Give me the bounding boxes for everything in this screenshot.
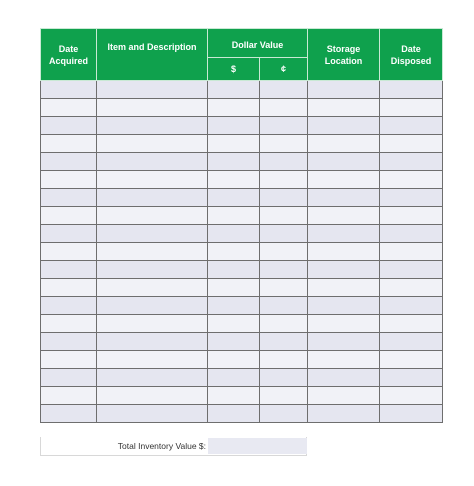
cell-storage-location[interactable] [308,387,380,405]
cell-date-acquired[interactable] [41,117,97,135]
cell-date-acquired[interactable] [41,153,97,171]
cell-dollars[interactable] [208,171,260,189]
cell-cents[interactable] [260,405,308,423]
header-cents: ¢ [260,58,308,81]
cell-dollars[interactable] [208,117,260,135]
header-dollar-value: Dollar Value [208,29,308,58]
cell-dollars[interactable] [208,315,260,333]
cell-item-description[interactable] [97,351,208,369]
cell-cents[interactable] [260,153,308,171]
header-date-disposed: Date Disposed [380,29,443,81]
cell-storage-location[interactable] [308,261,380,279]
cell-storage-location[interactable] [308,369,380,387]
cell-date-acquired[interactable] [41,261,97,279]
cell-storage-location[interactable] [308,279,380,297]
cell-date-acquired[interactable] [41,405,97,423]
cell-cents[interactable] [260,189,308,207]
table-row [41,243,443,261]
cell-cents[interactable] [260,387,308,405]
cell-dollars[interactable] [208,225,260,243]
table-row [41,117,443,135]
table-row [41,297,443,315]
table-row [41,369,443,387]
cell-date-disposed[interactable] [380,81,443,99]
table-header [41,29,443,81]
cell-date-acquired[interactable] [41,351,97,369]
cell-date-disposed[interactable] [380,243,443,261]
cell-date-disposed[interactable] [380,171,443,189]
cell-date-disposed[interactable] [380,279,443,297]
table-row [41,333,443,351]
header-storage-location: Storage Location [308,29,380,81]
cell-cents[interactable] [260,135,308,153]
cell-storage-location[interactable] [308,243,380,261]
cell-cents[interactable] [260,81,308,99]
cell-date-disposed[interactable] [380,261,443,279]
cell-date-acquired[interactable] [41,171,97,189]
table-row [41,351,443,369]
cell-storage-location[interactable] [308,207,380,225]
cell-item-description[interactable] [97,297,208,315]
cell-date-acquired[interactable] [41,369,97,387]
cell-dollars[interactable] [208,405,260,423]
cell-date-acquired[interactable] [41,279,97,297]
cell-date-disposed[interactable] [380,225,443,243]
table-row [41,225,443,243]
cell-cents[interactable] [260,297,308,315]
total-inventory-label: Total Inventory Value $: [117,441,206,451]
cell-date-acquired[interactable] [41,135,97,153]
cell-storage-location[interactable] [308,135,380,153]
cell-date-acquired[interactable] [41,243,97,261]
cell-item-description[interactable] [97,81,208,99]
cell-item-description[interactable] [97,243,208,261]
cell-cents[interactable] [260,369,308,387]
header-dollars: $ [208,58,260,81]
cell-date-disposed[interactable] [380,369,443,387]
cell-date-disposed[interactable] [380,315,443,333]
table-body [41,81,443,423]
cell-storage-location[interactable] [308,117,380,135]
cell-storage-location[interactable] [308,333,380,351]
cell-item-description[interactable] [97,387,208,405]
cell-cents[interactable] [260,333,308,351]
cell-date-disposed[interactable] [380,297,443,315]
table-row [41,279,443,297]
cell-item-description[interactable] [97,279,208,297]
cell-storage-location[interactable] [308,351,380,369]
cell-dollars[interactable] [208,189,260,207]
cell-storage-location[interactable] [308,189,380,207]
cell-dollars[interactable] [208,243,260,261]
cell-item-description[interactable] [97,261,208,279]
cell-cents[interactable] [260,117,308,135]
cell-dollars[interactable] [208,387,260,405]
cell-storage-location[interactable] [308,405,380,423]
cell-item-description[interactable] [97,153,208,171]
cell-cents[interactable] [260,279,308,297]
table-row [41,81,443,99]
cell-cents[interactable] [260,225,308,243]
table-row [41,189,443,207]
cell-item-description[interactable] [97,225,208,243]
cell-date-acquired[interactable] [41,189,97,207]
cell-date-disposed[interactable] [380,351,443,369]
inventory-table [40,28,443,423]
cell-storage-location[interactable] [308,315,380,333]
cell-dollars[interactable] [208,153,260,171]
cell-item-description[interactable] [97,315,208,333]
cell-dollars[interactable] [208,333,260,351]
table-row [41,135,443,153]
cell-cents[interactable] [260,171,308,189]
total-row [40,437,307,456]
cell-storage-location[interactable] [308,225,380,243]
cell-date-acquired[interactable] [41,99,97,117]
table-row [41,315,443,333]
header-item-description: Item and Description [97,29,208,81]
cell-storage-location[interactable] [308,153,380,171]
cell-dollars[interactable] [208,207,260,225]
table-row [41,99,443,117]
cell-cents[interactable] [260,351,308,369]
cell-date-acquired[interactable] [41,387,97,405]
cell-dollars[interactable] [208,369,260,387]
cell-item-description[interactable] [97,117,208,135]
cell-date-disposed[interactable] [380,99,443,117]
cell-date-acquired[interactable] [41,81,97,99]
cell-storage-location[interactable] [308,99,380,117]
cell-item-description[interactable] [97,405,208,423]
cell-cents[interactable] [260,261,308,279]
header-date-acquired: Date Acquired [41,29,97,81]
cell-date-acquired[interactable] [41,225,97,243]
cell-date-disposed[interactable] [380,387,443,405]
cell-dollars[interactable] [208,81,260,99]
inventory-sheet [40,28,442,423]
cell-item-description[interactable] [97,207,208,225]
cell-date-disposed[interactable] [380,405,443,423]
cell-date-disposed[interactable] [380,207,443,225]
total-inventory-value-field[interactable] [208,438,307,454]
cell-storage-location[interactable] [308,81,380,99]
cell-cents[interactable] [260,315,308,333]
table-row [41,405,443,423]
cell-date-disposed[interactable] [380,189,443,207]
cell-date-acquired[interactable] [41,297,97,315]
cell-item-description[interactable] [97,369,208,387]
table-row [41,171,443,189]
cell-dollars[interactable] [208,279,260,297]
table-row [41,153,443,171]
table-row [41,261,443,279]
cell-date-disposed[interactable] [380,333,443,351]
cell-storage-location[interactable] [308,297,380,315]
cell-item-description[interactable] [97,189,208,207]
cell-cents[interactable] [260,99,308,117]
cell-cents[interactable] [260,207,308,225]
cell-dollars[interactable] [208,99,260,117]
cell-item-description[interactable] [97,333,208,351]
cell-item-description[interactable] [97,99,208,117]
cell-date-acquired[interactable] [41,315,97,333]
cell-date-disposed[interactable] [380,153,443,171]
cell-cents[interactable] [260,243,308,261]
cell-date-disposed[interactable] [380,117,443,135]
cell-dollars[interactable] [208,135,260,153]
cell-item-description[interactable] [97,135,208,153]
cell-dollars[interactable] [208,297,260,315]
table-row [41,207,443,225]
cell-date-disposed[interactable] [380,135,443,153]
cell-dollars[interactable] [208,351,260,369]
cell-dollars[interactable] [208,261,260,279]
table-row [41,387,443,405]
cell-item-description[interactable] [97,171,208,189]
cell-date-acquired[interactable] [41,207,97,225]
cell-date-acquired[interactable] [41,333,97,351]
cell-storage-location[interactable] [308,171,380,189]
